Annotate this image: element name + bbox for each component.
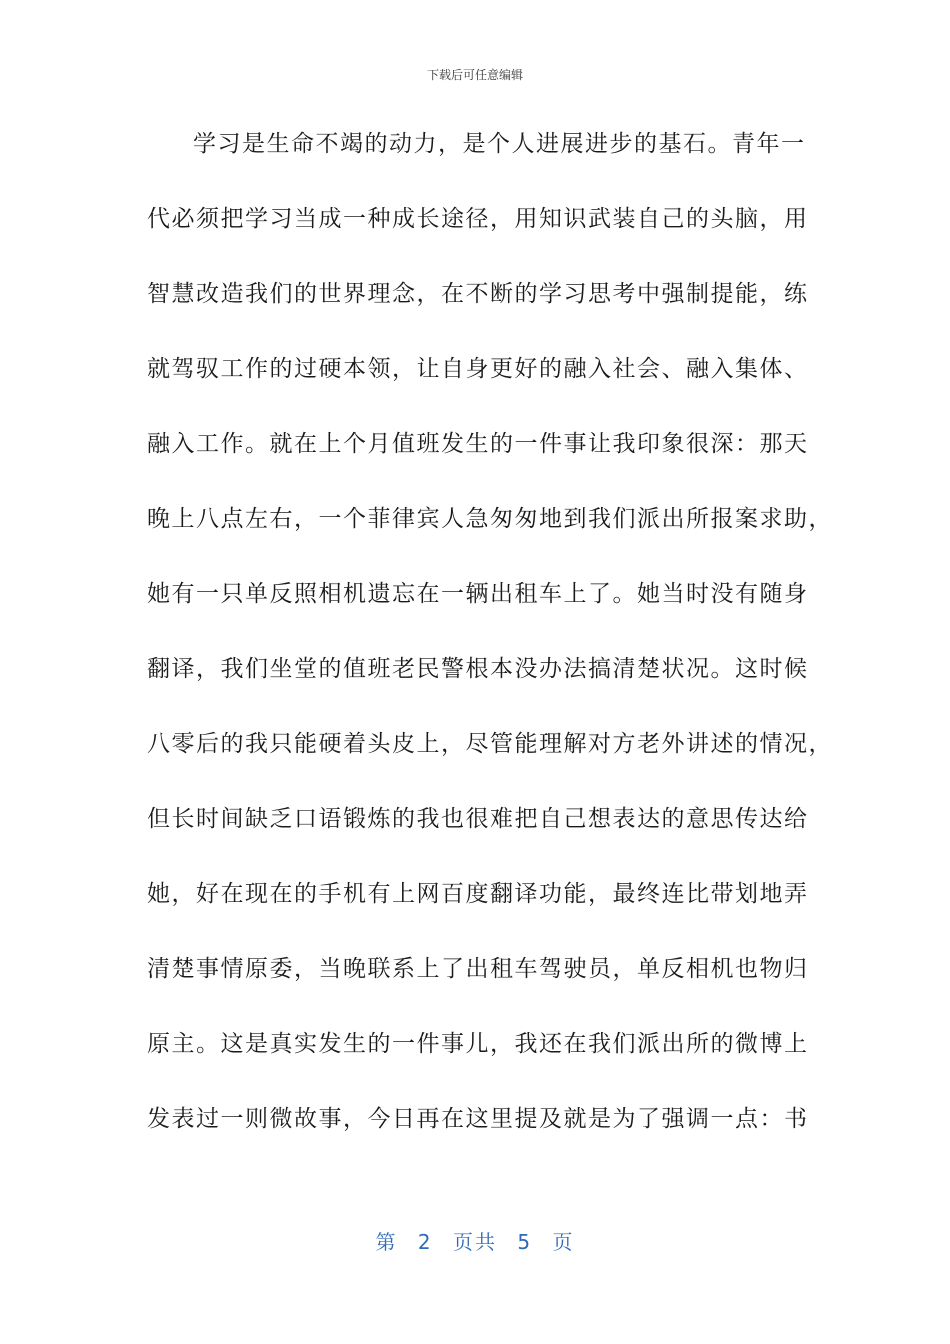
text-line: 清楚事情原委，当晚联系上了出租车驾驶员，单反相机也物归 <box>147 956 809 982</box>
total-pages-number: 5 <box>517 1230 533 1254</box>
page-footer <box>0 1226 950 1255</box>
current-page-number: 2 <box>417 1230 433 1254</box>
text-line: 智慧改造我们的世界理念，在不断的学习思考中强制提能，练 <box>147 281 809 307</box>
text-line: 晚上八点左右，一个菲律宾人急匆匆地到我们派出所报案求助， <box>147 506 833 532</box>
text-line: 但长时间缺乏口语锻炼的我也很难把自己想表达的意思传达给 <box>147 806 809 832</box>
text-line: 代必须把学习当成一种成长途径，用知识武装自己的头脑，用 <box>147 206 809 232</box>
text-line: 学习是生命不竭的动力，是个人进展进步的基石。青年一 <box>193 131 806 157</box>
text-line: 翻译，我们坐堂的值班老民警根本没办法搞清楚状况。这时候 <box>147 656 809 682</box>
footer-prefix: 第 <box>375 1230 398 1254</box>
text-line: 就驾驭工作的过硬本领，让自身更好的融入社会、融入集体、 <box>147 356 809 382</box>
footer-middle: 页共 <box>453 1230 497 1254</box>
document-body <box>147 124 833 1174</box>
text-line: 八零后的我只能硬着头皮上，尽管能理解对方老外讲述的情况， <box>147 731 833 757</box>
text-line: 融入工作。就在上个月值班发生的一件事让我印象很深：那天 <box>147 431 809 457</box>
text-line: 她，好在现在的手机有上网百度翻译功能，最终连比带划地弄 <box>147 881 809 907</box>
footer-suffix: 页 <box>552 1230 575 1254</box>
text-line: 原主。这是真实发生的一件事儿，我还在我们派出所的微博上 <box>147 1031 809 1057</box>
header-note: 下载后可任意编辑 <box>426 68 523 82</box>
text-line: 发表过一则微故事，今日再在这里提及就是为了强调一点：书 <box>147 1106 809 1132</box>
text-line: 她有一只单反照相机遗忘在一辆出租车上了。她当时没有随身 <box>147 581 809 607</box>
